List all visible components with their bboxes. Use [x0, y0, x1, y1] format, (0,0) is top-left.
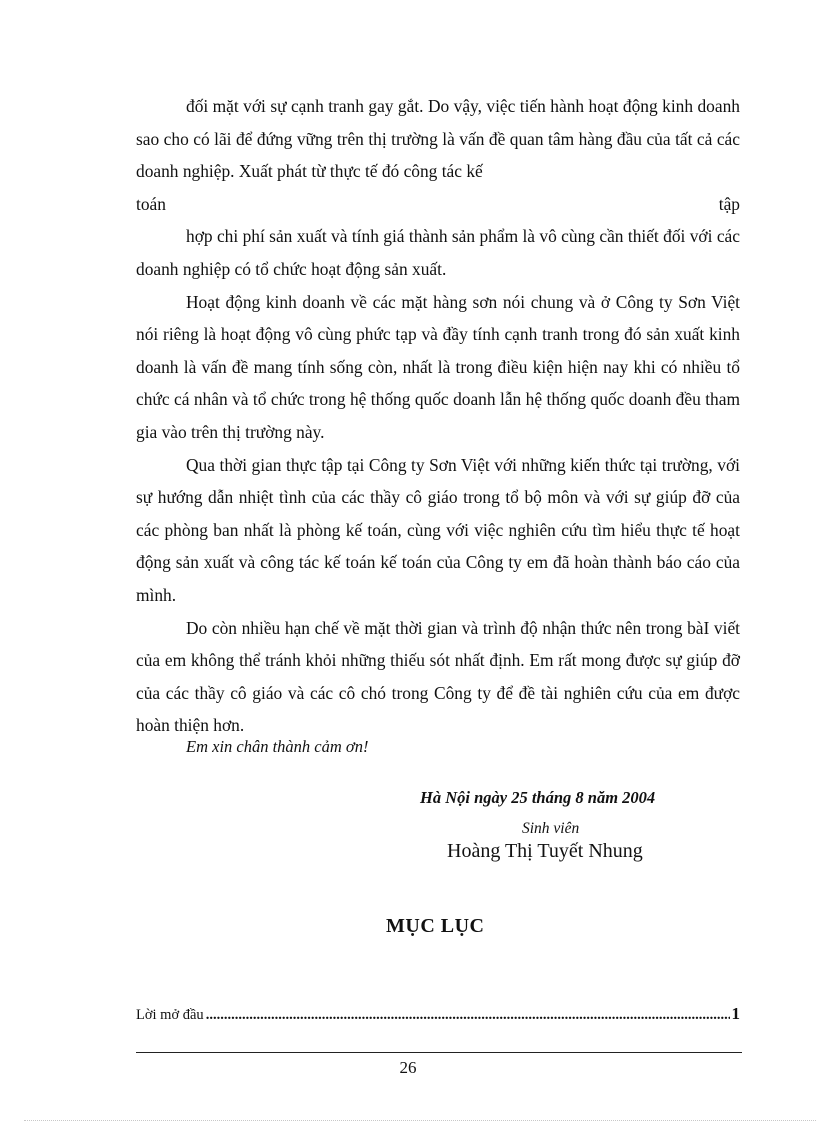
- page-number: 26: [399, 1058, 417, 1077]
- page-bottom-edge: [24, 1120, 816, 1121]
- thanks-line: Em xin chân thành cảm ơn!: [186, 737, 369, 756]
- paragraph-intro-last-line: [136, 188, 740, 221]
- paragraph-intro: đối mặt với sự cạnh tranh gay gắt. Do vậy, việc tiến hành hoạt động kinh doanh sao cho có lãi để đứng vững trên thị trường là vấn đề quan tâm hàng đầu của tất cả các doanh nghiệp. Xuất phát từ thực tế đó công tác kế: [136, 96, 740, 182]
- paragraph-limitations: Do còn nhiều hạn chế về mặt thời gian và trình độ nhận thức nên trong bàI viết của em không thể tránh khỏi những thiếu sót nhất định. Em rất mong được sự giúp đỡ của các thầy cô giáo và các cô chó trong Công ty để đề tài nghiên cứu của em được hoàn thiện hơn.: [136, 617, 740, 736]
- split-word-left: toán: [136, 193, 166, 214]
- signer-name: Hoàng Thị Tuyết Nhung: [447, 840, 643, 862]
- toc-entry-label: Lời mở đầu: [136, 1007, 204, 1023]
- date-line: Hà Nội ngày 25 tháng 8 năm 2004: [420, 788, 656, 807]
- paragraph-internship: Qua thời gian thực tập tại Công ty Sơn Việt với những kiến thức tại trường, với sự hướng dẫn nhiệt tình của các thầy cô giáo trong tổ bộ môn và với sự giúp đỡ của các phòng ban nhất là phòng kế toán, cùng với việc nghiên cứu tìm hiểu thực tế hoạt động sản xuất và công tác kế toán kế toán của Công ty em đã hoàn thành báo cáo của mình.: [136, 454, 740, 605]
- toc-entry[interactable]: [136, 1004, 740, 1024]
- body-text: [136, 90, 740, 742]
- toc-title: MỤC LỤC: [386, 915, 485, 937]
- footer-rule: [136, 1052, 742, 1053]
- paragraph-business-activity: Hoạt động kinh doanh về các mặt hàng sơn nói chung và ở Công ty Sơn Việt nói riêng là hoạt động vô cùng phức tạp và đầy tính cạnh tranh trong đó sản xuất kinh doanh là vấn đề mang tính sống còn, nhất là trong điều kiện hiện nay khi có nhiều tổ chức cá nhân và tổ chức trong hệ thống quốc doanh lẫn hệ thống quốc doanh đều tham gia vào trên thị trường này.: [136, 291, 740, 442]
- signer-role: Sinh viên: [522, 820, 580, 837]
- toc-leader-dots: [206, 1007, 730, 1024]
- toc-entry-page: 1: [731, 1004, 740, 1023]
- split-word-right: tập: [718, 193, 740, 214]
- paragraph-cost-accounting: hợp chi phí sản xuất và tính giá thành sản phẩm là vô cùng cần thiết đối với các doanh nghiệp có tổ chức hoạt động sản xuất.: [136, 226, 740, 279]
